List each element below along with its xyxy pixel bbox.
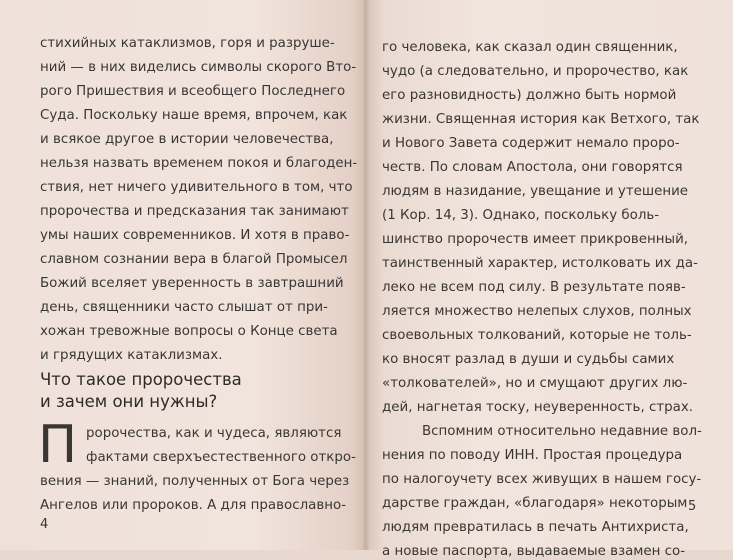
text-line: ророчества, как и чудеса, являются [86,426,342,441]
text-line: жизни. Священная история как Ветхого, так [382,112,700,127]
text-line: ствия, нет ничего удивительного в том, что [40,180,353,195]
text-line: умы наших современников. И хотя в право- [40,228,350,243]
text-line: и грядущих катаклизмах. [40,348,223,363]
text-line: а новые паспорта, выдаваемые взамен со- [382,544,686,559]
text-line: рого Пришествия и всеобщего Последнего [40,84,346,99]
section-heading: Что такое пророчества [40,370,242,389]
text-line: фактами сверхъестественного откро- [86,450,356,465]
text-line: и Нового Завета содержит немало проро- [382,136,680,151]
text-line: день, священники часто слышат от при- [40,300,328,315]
page-number: 5 [688,499,697,514]
text-line: «толкователей», но и смущают других лю- [382,376,688,391]
text-line: (1 Кор. 14, 3). Однако, поскольку боль- [382,208,660,223]
drop-cap: П [38,415,78,475]
text-line: Вспомним относительно недавние вол- [422,424,702,439]
page-number: 4 [40,517,49,532]
text-line: ляется множество нелепых слухов, полных [382,304,692,319]
text-line: Божий вселяет уверенность в завтрашний [40,276,344,291]
text-line: чудо (а следовательно, и пророчество, как [382,64,689,79]
section-heading: и зачем они нужны? [40,392,218,411]
text-line: пророчества и предсказания так занимают [40,204,349,219]
text-line: хожан тревожные вопросы о Конце света [40,324,338,339]
text-line: стихийных катаклизмов, горя и разруше- [40,36,335,51]
text-line: славном сознании вера в благой Промысел [40,252,348,267]
text-line: нения по поводу ИНН. Простая процедура [382,448,683,463]
left-page [0,0,366,550]
text-line: го человека, как сказал один священник, [382,40,678,55]
text-line: дарстве граждан, «благодаря» некоторым [382,496,688,511]
right-page [366,0,733,559]
text-line: по налогоучету всех живущих в нашем госу- [382,472,702,487]
text-line: честв. По словам Апостола, они говорятся [382,160,683,175]
text-line: таинственный характер, истолковать их да- [382,256,698,271]
text-line: ний — в них виделись символы скорого Вто- [40,60,357,75]
text-line: его разновидность) должно быть нормой [382,88,677,103]
text-line: леко не всем под силу. В результате появ- [382,280,686,295]
text-line: шинство пророчеств имеет прикровенный, [382,232,689,247]
text-line: Ангелов или пророков. А для православно- [40,498,347,513]
book-gutter [362,0,370,550]
text-line: своевольных толкований, которые не толь- [382,328,692,343]
text-line: ко вносят разлад в души и судьбы самих [382,352,675,367]
text-line: Суда. Поскольку наше время, впрочем, как [40,108,348,123]
text-line: людям в назидание, увещание и утешение [382,184,689,199]
text-line: нельзя назвать временем покоя и благоден- [40,156,358,171]
text-line: и всякое другое в истории человечества, [40,132,334,147]
text-line: вения — знаний, полученных от Бога через [40,474,350,489]
text-line: дей, нагнетая тоску, неуверенность, страх. [382,400,694,415]
text-line: людям превратилась в печать Антихриста, [382,520,689,535]
